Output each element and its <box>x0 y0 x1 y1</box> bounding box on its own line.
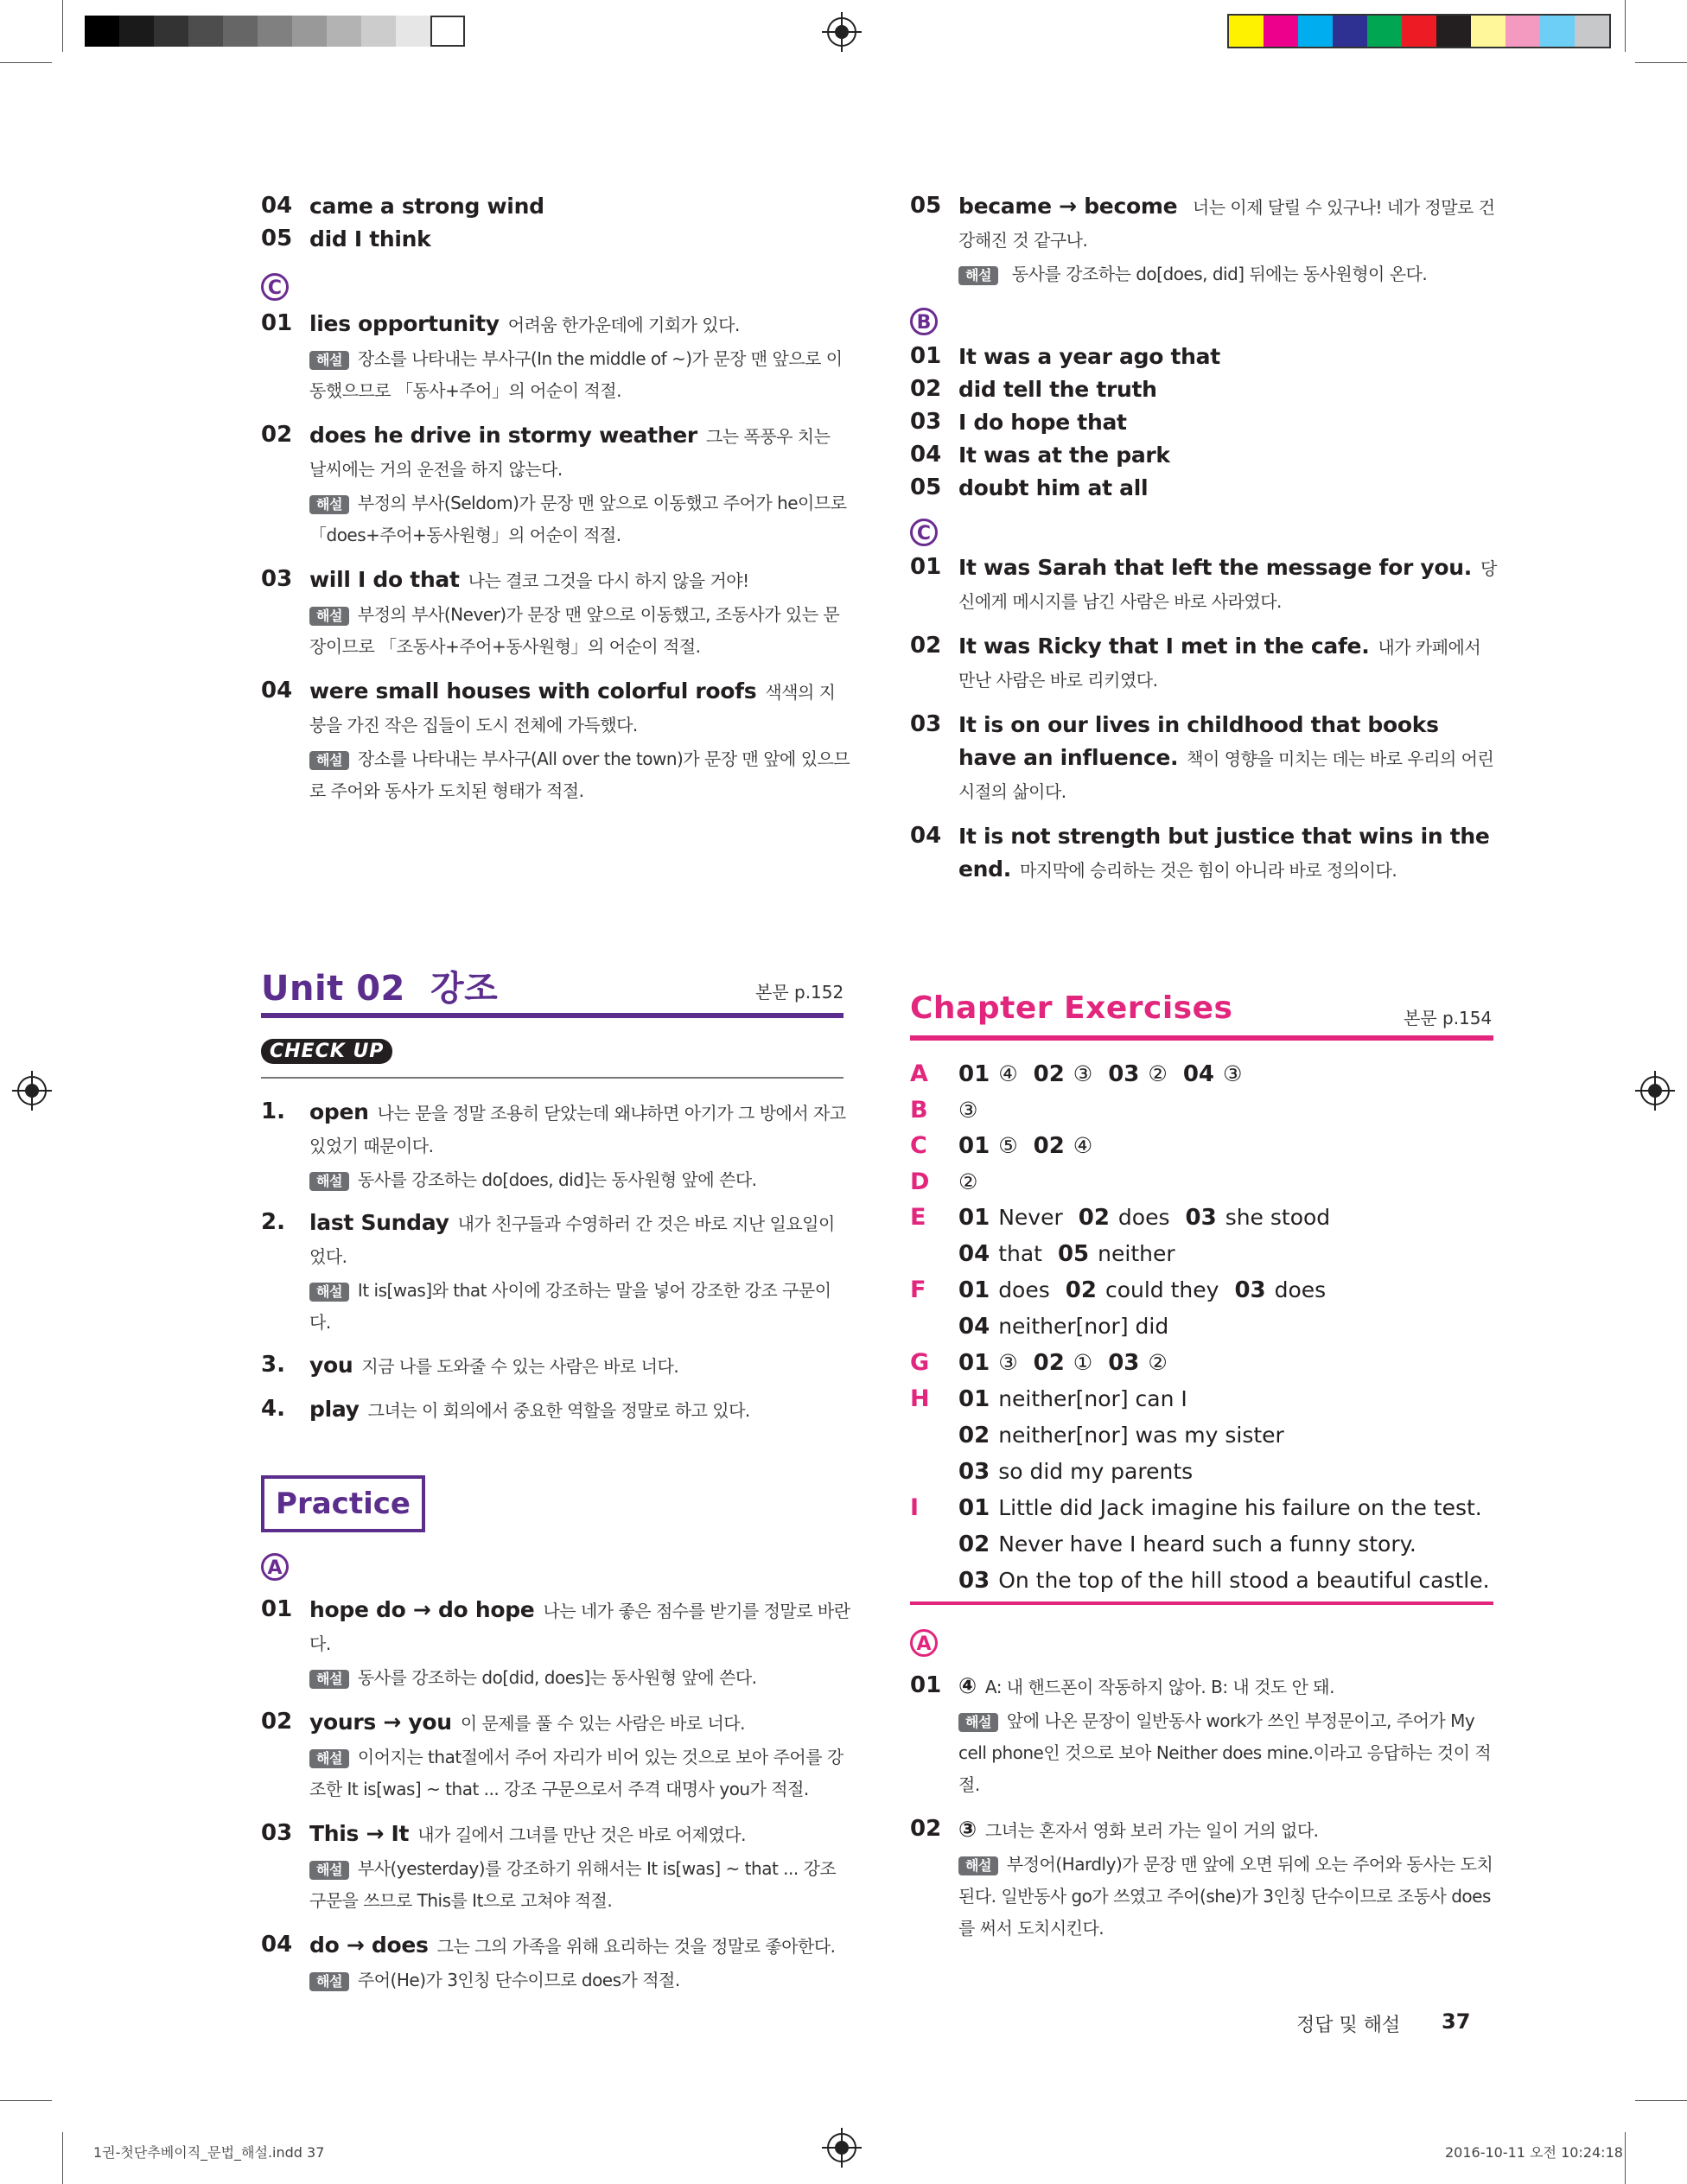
explanation <box>309 743 850 807</box>
item-number: 04 <box>261 1932 293 1958</box>
footer-label: 정답 및 해설 <box>1296 2015 1401 2036</box>
chapter-row <box>910 1128 1499 1164</box>
practice-a-list <box>261 1594 850 2009</box>
date-slug: 2016-10-11 오전 10:24:18 <box>1445 2144 1623 2161</box>
korean-translation: 지금 나를 도와줄 수 있는 사람은 바로 너다. <box>361 1356 679 1377</box>
answer-value: so did my parents <box>998 1459 1194 1484</box>
answer-value: neither[nor] was my sister <box>998 1423 1284 1448</box>
answer-number: 01 <box>958 1277 990 1303</box>
explanation-text: 이어지는 that절에서 주어 자리가 비어 있는 것으로 보아 주어를 강조한 It is[was] ~ that ... 강조 구문으로서 주격 대명사 you가 적절. <box>309 1747 844 1799</box>
item-number: 01 <box>910 343 942 369</box>
answer-value: ④ <box>998 1061 1018 1086</box>
explanation-text: 앞에 나온 문장이 일반동사 work가 쓰인 부정문이고, 주어가 My cell phone인 것으로 보아 Neither does mine.이라고 응답하는 것이 적절. <box>958 1710 1492 1795</box>
row-line <box>958 1164 1499 1200</box>
answer-text: came a strong wind <box>309 194 544 219</box>
explanation <box>309 599 850 663</box>
answer-number: 01 <box>958 1061 990 1087</box>
explanation-text: 장소를 나타내는 부사구(In the middle of ~)가 문장 맨 앞으로 이동했으므로 「동사+주어」의 어순이 적절. <box>309 348 843 401</box>
section-b-list <box>910 341 1499 505</box>
chapter-title-rule <box>910 1035 1493 1041</box>
explanation-tag: 해설 <box>309 351 349 370</box>
row-letter: C <box>910 1132 927 1159</box>
answer-text: It was at the park <box>958 443 1170 468</box>
answer-text: became → become <box>958 194 1178 219</box>
answer-text: last Sunday <box>309 1210 449 1235</box>
crop-line <box>0 2100 52 2101</box>
answer-text: did tell the truth <box>958 377 1157 402</box>
section-c-marker: C <box>261 273 289 301</box>
answer-item <box>261 1349 850 1383</box>
explanation-text: It is[was]와 that 사이에 강조하는 말을 넣어 강조한 강조 구문이다. <box>309 1280 831 1333</box>
explanation-text: 부정의 부사(Never)가 문장 맨 앞으로 이동했고, 조동사가 있는 문장이므로 「조동사+주어+동사원형」의 어순이 적절. <box>309 604 840 657</box>
answer-number: 01 <box>958 1350 990 1376</box>
checkup-badge <box>261 1039 392 1064</box>
korean-translation: 나는 문을 정말 조용히 닫았는데 왜냐하면 아기가 그 방에서 자고 있었기 때문이다. <box>309 1103 846 1156</box>
unit-title: Unit 02 <box>261 969 405 1009</box>
answer-number: 03 <box>1185 1205 1217 1231</box>
registration-mark <box>827 17 856 47</box>
chapter-grid-rule <box>910 1601 1493 1605</box>
item-number: 05 <box>910 474 942 500</box>
answer-text: will I do that <box>309 567 460 592</box>
korean-translation: 내가 카페에서 만난 사람은 바로 리키였다. <box>958 637 1481 691</box>
explanation-tag: 해설 <box>309 1749 349 1768</box>
answer-value: she stood <box>1225 1205 1331 1230</box>
answer-item <box>910 190 1499 290</box>
registration-mark <box>17 1076 47 1105</box>
answer-number: 02 <box>1033 1061 1065 1087</box>
explanation-tag: 해설 <box>309 495 349 514</box>
row-letter: D <box>910 1168 930 1195</box>
answer-number: 04 <box>1182 1061 1215 1087</box>
answer-value: ② <box>1148 1061 1168 1086</box>
gray-swatch <box>223 16 258 47</box>
crop-line <box>1625 2132 1626 2184</box>
gray-swatch <box>396 16 430 47</box>
row-line <box>958 1056 1499 1092</box>
answer-text: play <box>309 1397 360 1422</box>
explanation-tag: 해설 <box>309 607 349 626</box>
item-number: 01 <box>910 1672 942 1698</box>
explanation <box>958 1705 1499 1801</box>
chapter-a-list <box>910 1670 1499 1957</box>
answer-text: you <box>309 1353 353 1378</box>
answer-text: ④ <box>958 1673 977 1698</box>
answer-text: yours → you <box>309 1710 452 1735</box>
korean-translation: 나는 결코 그것을 다시 하지 않을 거야! <box>468 570 749 591</box>
crop-line <box>62 0 63 52</box>
chapter-row <box>910 1381 1499 1490</box>
answer-item <box>261 190 850 223</box>
answer-value: does <box>998 1277 1050 1302</box>
answer-text: lies opportunity <box>309 311 500 336</box>
chapter-row <box>910 1272 1499 1345</box>
answer-text: It is on our lives in childhood that books have an influence. <box>958 712 1439 770</box>
answer-item <box>261 223 850 256</box>
korean-translation: 나는 네가 좋은 점수를 받기를 정말로 바란다. <box>309 1601 850 1654</box>
korean-translation: 내가 길에서 그녀를 만난 것은 바로 어제였다. <box>417 1824 746 1845</box>
unit-page-ref: 본문 p.152 <box>755 982 844 1003</box>
korean-translation: 내가 친구들과 수영하러 간 것은 바로 지난 일요일이었다. <box>309 1213 835 1267</box>
korean-translation: 너는 이제 달릴 수 있구나! 네가 정말로 건강해진 것 같구나. <box>958 197 1495 251</box>
item-number: 04 <box>910 442 942 468</box>
answer-item <box>261 1818 850 1917</box>
explanation-text: 부정의 부사(Seldom)가 문장 맨 앞으로 이동했고 주어가 he이므로 「does+주어+동사원형」의 어순이 적절. <box>309 493 847 545</box>
row-line <box>958 1563 1499 1599</box>
section-b-marker: B <box>910 308 938 335</box>
korean-translation: 이 문제를 풀 수 있는 사람은 바로 너다. <box>460 1713 745 1734</box>
explanation-tag: 해설 <box>958 1713 998 1732</box>
gray-swatch <box>361 16 396 47</box>
answer-number: 01 <box>958 1495 990 1521</box>
answer-value: neither[nor] did <box>998 1314 1169 1339</box>
row-letter: F <box>910 1277 926 1303</box>
chapter-row <box>910 1490 1499 1599</box>
answer-text: did I think <box>309 226 431 252</box>
row-line <box>958 1272 1499 1308</box>
item-number: 03 <box>910 711 942 737</box>
section-c-marker: C <box>910 519 938 546</box>
explanation <box>309 1741 850 1805</box>
explanation-text: 부정어(Hardly)가 문장 맨 앞에 오면 뒤에 오는 주어와 동사는 도치된다. 일반동사 go가 쓰였고 주어(she)가 3인칭 단수이므로 조동사 does를 써서 도치시킨다. <box>958 1854 1493 1939</box>
answer-value: ③ <box>1073 1061 1093 1086</box>
section-c-list <box>261 308 850 807</box>
answer-item <box>910 439 1499 472</box>
unit-title-korean: 강조 <box>430 969 499 1009</box>
answer-number: 02 <box>1078 1205 1110 1231</box>
explanation <box>309 1164 850 1196</box>
answer-value: Never have I heard such a funny story. <box>998 1531 1416 1557</box>
right-top-section <box>910 190 1499 899</box>
explanation <box>309 1853 850 1917</box>
file-slug: 1권-첫단추베이직_문법_해설.indd 37 <box>93 2144 325 2161</box>
answer-text: It was Sarah that left the message for you. <box>958 555 1472 580</box>
row-letter: E <box>910 1204 926 1231</box>
gray-swatch <box>292 16 327 47</box>
item-number: 05 <box>910 193 942 219</box>
answer-item <box>910 551 1499 618</box>
explanation-text: 주어(He)가 3인칭 단수이므로 does가 적절. <box>357 1970 680 1990</box>
answer-number: 01 <box>958 1205 990 1231</box>
gray-swatch <box>258 16 292 47</box>
item-number: 05 <box>261 226 293 252</box>
row-line <box>958 1345 1499 1381</box>
row-line <box>958 1526 1499 1563</box>
explanation <box>309 1662 850 1694</box>
gray-swatch <box>188 16 223 47</box>
answer-text: This → It <box>309 1821 410 1846</box>
answer-item <box>261 564 850 663</box>
explanation-text: 동사를 강조하는 do[does, did]는 동사원형 앞에 쓴다. <box>357 1169 757 1190</box>
answer-text: do → does <box>309 1932 429 1958</box>
row-line <box>958 1417 1499 1454</box>
chapter-row <box>910 1200 1499 1272</box>
answer-text: open <box>309 1099 369 1124</box>
answer-number: 01 <box>958 1133 990 1159</box>
chapter-row <box>910 1164 1499 1200</box>
explanation <box>309 1275 850 1339</box>
answer-number: 04 <box>958 1314 990 1340</box>
answer-number: 02 <box>958 1531 990 1557</box>
answer-number: 02 <box>1033 1350 1065 1376</box>
explanation-tag: 해설 <box>309 1283 349 1302</box>
answer-value: does <box>1274 1277 1327 1302</box>
korean-translation: 그녀는 혼자서 영화 보러 가는 일이 거의 없다. <box>984 1820 1319 1841</box>
answer-value: ② <box>1148 1350 1168 1375</box>
answer-text: It was a year ago that <box>958 344 1220 369</box>
answer-number: 03 <box>958 1459 990 1485</box>
chapter-row <box>910 1056 1499 1092</box>
answer-number: 05 <box>1057 1241 1090 1267</box>
swatch-frame <box>1227 14 1611 48</box>
answer-value: neither <box>1098 1241 1175 1266</box>
answer-text: It was Ricky that I met in the cafe. <box>958 634 1370 659</box>
registration-mark <box>827 2133 856 2162</box>
answer-value: Little did Jack imagine his failure on the test. <box>998 1495 1482 1520</box>
answer-text: were small houses with colorful roofs <box>309 678 757 704</box>
chapter-a-marker: A <box>910 1629 938 1657</box>
answer-value: ① <box>1073 1350 1093 1375</box>
gray-swatch <box>430 16 465 47</box>
item-number: 3. <box>261 1352 285 1378</box>
answer-text: It is not strength but justice that wins in the end. <box>958 824 1490 882</box>
answer-item <box>910 709 1499 808</box>
explanation-tag: 해설 <box>958 1856 998 1875</box>
korean-translation: 그녀는 이 회의에서 중요한 역할을 정말로 하고 있다. <box>367 1400 750 1421</box>
checkup-list <box>261 1096 850 1437</box>
answer-item <box>910 1670 1499 1801</box>
explanation-tag: 해설 <box>309 1972 349 1991</box>
answer-value: ② <box>958 1169 978 1194</box>
answer-item <box>261 1207 850 1339</box>
item-number: 01 <box>910 554 942 580</box>
answer-value: does <box>1117 1205 1170 1230</box>
practice-a-marker: A <box>261 1553 289 1581</box>
explanation-text: 동사를 강조하는 do[did, does]는 동사원형 앞에 쓴다. <box>357 1667 757 1688</box>
korean-translation: 어려움 한가운데에 기회가 있다. <box>507 315 740 335</box>
korean-translation: 책이 영향을 미치는 데는 바로 우리의 어린 시절의 삶이다. <box>958 748 1494 802</box>
answer-number: 02 <box>1033 1133 1065 1159</box>
answer-text: does he drive in stormy weather <box>309 423 697 448</box>
chapter-page-ref: 본문 p.154 <box>1404 1008 1493 1028</box>
answer-item <box>910 630 1499 697</box>
unit-heading <box>261 961 498 1010</box>
chapter-answer-grid <box>910 1056 1499 1599</box>
registration-mark <box>1640 1076 1670 1105</box>
row-line <box>958 1128 1499 1164</box>
item-number: 01 <box>261 1596 293 1622</box>
answer-item <box>910 820 1499 887</box>
row-line <box>958 1454 1499 1490</box>
row-line <box>958 1200 1499 1236</box>
page-number: 37 <box>1442 2009 1471 2034</box>
row-letter: I <box>910 1494 920 1521</box>
section-c-list <box>910 551 1499 887</box>
item-number: 02 <box>261 1709 293 1735</box>
item-number: 04 <box>261 678 293 704</box>
explanation-tag: 해설 <box>309 1670 349 1689</box>
item-number: 2. <box>261 1209 285 1235</box>
row-line <box>958 1092 1499 1128</box>
answer-number: 03 <box>958 1568 990 1594</box>
answer-value: ④ <box>1073 1133 1093 1158</box>
answer-text: I do hope that <box>958 410 1127 435</box>
explanation <box>958 1849 1499 1945</box>
answer-item <box>261 675 850 807</box>
item-number: 02 <box>910 1816 942 1842</box>
answer-item <box>910 341 1499 373</box>
checkup-rule <box>261 1077 844 1079</box>
item-number: 4. <box>261 1396 285 1422</box>
korean-translation: 그는 그의 가족을 위해 요리하는 것을 정말로 좋아한다. <box>436 1936 836 1957</box>
answer-text: doubt him at all <box>958 475 1149 500</box>
answer-item <box>910 472 1499 505</box>
korean-translation: 그는 폭풍우 치는 날씨에는 거의 운전을 하지 않는다. <box>309 426 831 480</box>
row-line <box>958 1308 1499 1345</box>
crop-line <box>0 62 52 63</box>
answer-number: 04 <box>958 1241 990 1267</box>
answer-item <box>261 419 850 551</box>
answer-item <box>910 406 1499 439</box>
explanation-tag: 해설 <box>309 751 349 770</box>
answer-item <box>261 1706 850 1805</box>
item-number: 04 <box>261 193 293 219</box>
item-number: 02 <box>261 422 293 448</box>
answer-value: On the top of the hill stood a beautiful castle. <box>998 1568 1490 1593</box>
answer-value: could they <box>1105 1277 1219 1302</box>
chapter-row <box>910 1345 1499 1381</box>
gray-swatch <box>85 16 119 47</box>
crop-line <box>1635 62 1687 63</box>
left-top-section <box>261 190 850 819</box>
explanation <box>309 343 850 407</box>
crop-line <box>1625 0 1626 52</box>
answer-number: 02 <box>958 1423 990 1449</box>
practice-box: Practice <box>261 1475 425 1532</box>
answer-number: 02 <box>1065 1277 1097 1303</box>
korean-translation: 색색의 지붕을 가진 작은 집들이 도시 전체에 가득했다. <box>309 682 836 735</box>
row-line <box>958 1490 1499 1526</box>
item-number: 03 <box>910 409 942 435</box>
answer-value: ③ <box>998 1350 1018 1375</box>
row-line <box>958 1381 1499 1417</box>
answer-item <box>261 1393 850 1427</box>
unit-title-rule <box>261 1013 844 1018</box>
item-number: 03 <box>261 1820 293 1846</box>
chapter-title: Chapter Exercises <box>910 990 1233 1026</box>
row-line <box>958 1236 1499 1272</box>
gray-swatch <box>154 16 188 47</box>
answer-item <box>261 1594 850 1694</box>
answer-number: 03 <box>1234 1277 1266 1303</box>
item-number: 1. <box>261 1098 285 1124</box>
answer-value: that <box>998 1241 1042 1266</box>
answer-value: ③ <box>1223 1061 1243 1086</box>
answer-item <box>261 308 850 407</box>
crop-line <box>62 2132 63 2184</box>
item-number: 03 <box>261 566 293 592</box>
korean-translation: 당신에게 메시지를 남긴 사람은 바로 사라였다. <box>958 558 1497 612</box>
explanation-tag: 해설 <box>958 266 998 285</box>
answer-number: 01 <box>958 1386 990 1412</box>
row-letter: G <box>910 1349 930 1376</box>
explanation-tag: 해설 <box>309 1172 349 1191</box>
answer-item <box>910 1813 1499 1945</box>
explanation-tag: 해설 <box>309 1861 349 1880</box>
answer-value: ⑤ <box>998 1133 1018 1158</box>
item-number: 01 <box>261 310 293 336</box>
answer-value: Never <box>998 1205 1063 1230</box>
explanation-text: 장소를 나타내는 부사구(All over the town)가 문장 맨 앞에 있으므로 주어와 동사가 도치된 형태가 적절. <box>309 748 850 801</box>
checkup-label: CHECK UP <box>261 1039 392 1064</box>
item-number: 02 <box>910 376 942 402</box>
korean-translation: A: 내 핸드폰이 작동하지 않아. B: 내 것도 안 돼. <box>984 1677 1334 1697</box>
gray-swatch <box>119 16 154 47</box>
answer-item <box>261 1096 850 1196</box>
gray-swatch <box>327 16 361 47</box>
crop-line <box>1635 2100 1687 2101</box>
answer-item <box>261 1929 850 1996</box>
row-letter: A <box>910 1060 928 1087</box>
explanation <box>309 487 850 551</box>
chapter-row <box>910 1092 1499 1128</box>
answer-item <box>910 373 1499 406</box>
korean-translation: 마지막에 승리하는 것은 힘이 아니라 바로 정의이다. <box>1019 860 1397 881</box>
answer-value: ③ <box>958 1098 978 1123</box>
item-number: 02 <box>910 633 942 659</box>
answer-number: 03 <box>1108 1350 1140 1376</box>
explanation-text: 부사(yesterday)를 강조하기 위해서는 It is[was] ~ that ... 강조 구문을 쓰므로 This를 It으로 고쳐야 적절. <box>309 1858 837 1911</box>
row-letter: B <box>910 1097 928 1124</box>
row-letter: H <box>910 1385 930 1412</box>
explanation-text: 동사를 강조하는 do[does, did] 뒤에는 동사원형이 온다. <box>1011 264 1428 284</box>
explanation <box>309 1964 850 1996</box>
answer-text: hope do → do hope <box>309 1597 535 1622</box>
item-number: 04 <box>910 823 942 849</box>
answer-value: neither[nor] can I <box>998 1386 1187 1411</box>
answer-text: ③ <box>958 1817 977 1842</box>
answer-number: 03 <box>1108 1061 1140 1087</box>
